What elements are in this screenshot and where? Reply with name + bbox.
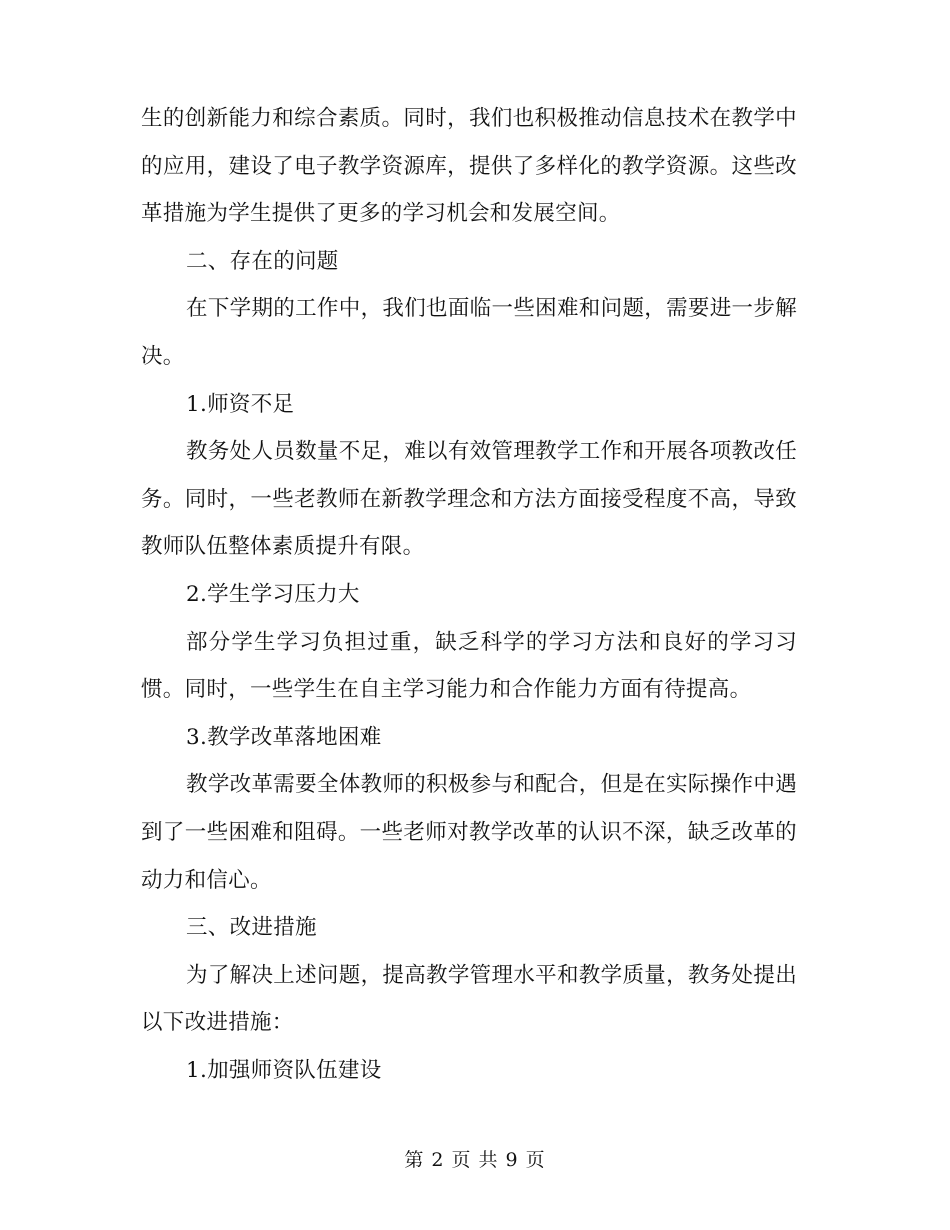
paragraph-improvements-intro: 为了解决上述问题，提高教学管理水平和教学质量，教务处提出以下改进措施：: [141, 962, 797, 1036]
paragraph-continuation: 生的创新能力和综合素质。同时，我们也积极推动信息技术在教学中的应用，建设了电子教学资源库，提供了多样化的教学资源。这些改革措施为学生提供了更多的学习机会和发展空间。: [141, 106, 797, 227]
page-footer: 第 2 页 共 9 页: [404, 1149, 546, 1171]
paragraph-student-pressure: 部分学生学习负担过重，缺乏科学的学习方法和良好的学习习惯。同时，一些学生在自主学习能力和合作能力方面有待提高。: [141, 629, 797, 703]
document-body: [141, 95, 797, 1094]
paragraph-teacher-shortage: 教务处人员数量不足，难以有效管理教学工作和开展各项教改任务。同时，一些老教师在新教学理念和方法方面接受程度不高，导致教师队伍整体素质提升有限。: [141, 439, 797, 560]
section-heading-improvements: 三、改进措施: [186, 915, 317, 941]
subheading-reform-difficulty: 3.教学改革落地困难: [186, 724, 382, 750]
paragraph-problems-intro: 在下学期的工作中，我们也面临一些困难和问题，需要进一步解决。: [141, 296, 797, 369]
paragraph-reform-difficulty: 教学改革需要全体教师的积极参与和配合，但是在实际操作中遇到了一些困难和阻碍。一些老师对教学改革的认识不深，缺乏改革的动力和信心。: [141, 772, 797, 893]
subheading-teacher-shortage: 1.师资不足: [186, 391, 295, 417]
section-heading-problems: 二、存在的问题: [186, 248, 339, 274]
subheading-student-pressure: 2.学生学习压力大: [186, 581, 360, 607]
subheading-teacher-team: 1.加强师资队伍建设: [186, 1057, 382, 1083]
